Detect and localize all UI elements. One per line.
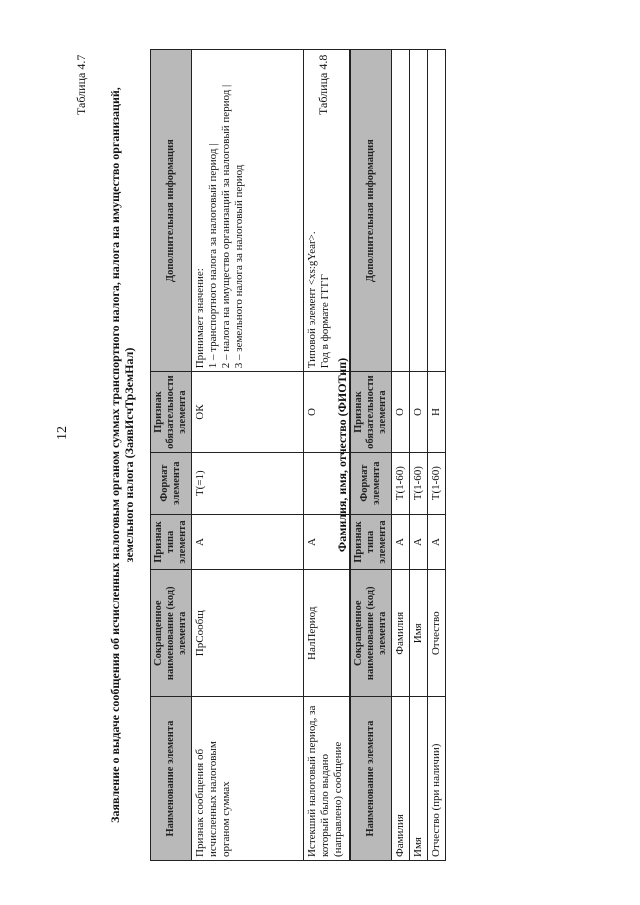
table-header-row: [151, 50, 192, 861]
cell-type: А: [428, 514, 446, 570]
col-header-info: Дополнительная информация: [151, 50, 192, 372]
cell-format: T(1-60): [410, 452, 428, 514]
table-4-7-title-line1: Заявление о выдаче сообщения об исчисленных налоговым органом суммах транспортного налога, налога на имущество организаций,: [108, 87, 122, 823]
col-header-required: Признак обязательности элемента: [151, 372, 192, 453]
col-header-name: Наименование элемента: [351, 697, 392, 861]
cell-name: Имя: [410, 697, 428, 861]
info-line: Принимает значение:: [194, 268, 206, 369]
cell-format: T(1-60): [428, 452, 446, 514]
col-header-type: Признак типа элемента: [151, 514, 192, 570]
table-4-8-label: Таблица 4.8: [316, 54, 330, 115]
cell-info: [192, 50, 304, 372]
table-4-7: [150, 49, 350, 861]
info-line: Типовой элемент <xs:gYear>.: [306, 231, 318, 369]
cell-type: А: [410, 514, 428, 570]
cell-required: О: [392, 372, 410, 453]
col-header-short: Сокращенное наименование (код) элемента: [351, 570, 392, 697]
cell-format: T(1-60): [392, 452, 410, 514]
cell-required: О: [410, 372, 428, 453]
info-line: 3 – земельного налога за налоговый период: [233, 164, 245, 369]
col-header-short: Сокращенное наименование (код) элемента: [151, 570, 192, 697]
cell-name: Истекший налоговый период, за который было выдано (направлено) сообщение: [304, 697, 350, 861]
col-header-info: Дополнительная информация: [351, 50, 392, 372]
cell-type: А: [304, 514, 350, 570]
col-header-required: Признак обязательности элемента: [351, 372, 392, 453]
cell-short: Имя: [410, 570, 428, 697]
table-row: [192, 50, 304, 861]
table-header-row: [351, 50, 392, 861]
table-row: [410, 50, 428, 861]
page-number: 12: [55, 426, 70, 440]
table-4-8: [350, 49, 446, 861]
cell-short: Отчество: [428, 570, 446, 697]
col-header-format: Формат элемента: [151, 452, 192, 514]
info-line: 2 – налога на имущество организаций за налоговый период |: [220, 84, 232, 369]
cell-name: Отчество (при наличии): [428, 697, 446, 861]
info-line: 1 – транспортного налога за налоговый период |: [207, 143, 219, 369]
cell-type: А: [392, 514, 410, 570]
table-row: [392, 50, 410, 861]
cell-info: [410, 50, 428, 372]
table-row: [428, 50, 446, 861]
cell-required: ОК: [192, 372, 304, 453]
info-line: Год в формате ГГГГ: [319, 274, 331, 369]
cell-name: Признак сообщения об исчисленных налоговым органом суммах: [192, 697, 304, 861]
cell-required: О: [304, 372, 350, 453]
cell-short: Фамилия: [392, 570, 410, 697]
col-header-type: Признак типа элемента: [351, 514, 392, 570]
table-4-7-title-line2: земельного налога (ЗаявИсчТрЗемНал): [122, 347, 136, 563]
col-header-format: Формат элемента: [351, 452, 392, 514]
cell-required: Н: [428, 372, 446, 453]
cell-name: Фамилия: [392, 697, 410, 861]
table-4-8-title: Фамилия, имя, отчество (ФИОТип): [335, 357, 349, 553]
cell-format: T(=1): [192, 452, 304, 514]
table-4-7-label: Таблица 4.7: [74, 54, 88, 115]
col-header-name: Наименование элемента: [151, 697, 192, 861]
cell-short: НалПериод: [304, 570, 350, 697]
table-4-7-title: [108, 45, 136, 865]
cell-info: [392, 50, 410, 372]
cell-short: ПрСообщ: [192, 570, 304, 697]
cell-info: [428, 50, 446, 372]
cell-type: А: [192, 514, 304, 570]
